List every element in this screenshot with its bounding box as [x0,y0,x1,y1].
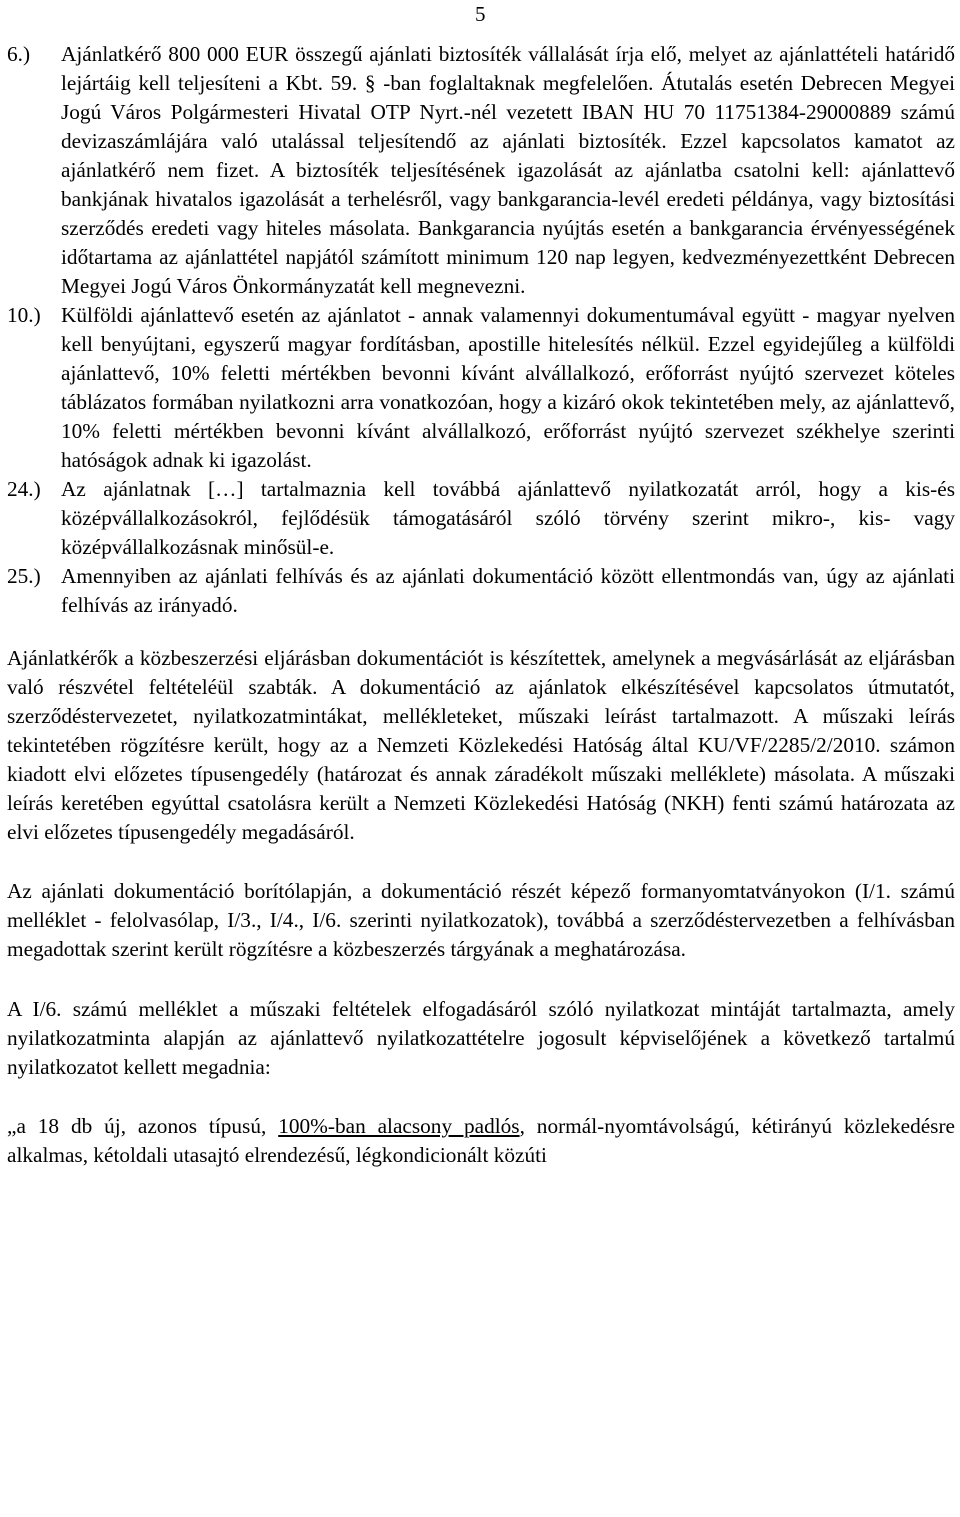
item-text: Külföldi ajánlattevő esetén az ajánlatot - annak valamennyi dokumentumával együtt - magyar nyelven kell benyújtani, egyszerű magyar fordításban, apostille hitelesítés nélkül. Ezzel egyidejűleg a külföldi ajánlattevő, 10% feletti mértékben bevonni kívánt alvállalkozó, erőforrást nyújtó szervezet köteles táblázatos formában nyilatkozni arra vonatkozóan, hogy a kizáró okok tekintetében mely, az ajánlattevő, 10% feletti mértékben bevonni kívánt alvállalkozó, erőforrást nyújtó szervezet székhelye szerinti hatóságok adnak ki igazolást. [61,303,955,472]
quote-paragraph [7,1112,955,1170]
quote-text-before: „a 18 db új, azonos típusú, [7,1114,279,1138]
item-text: Az ajánlatnak […] tartalmaznia kell továbbá ajánlattevő nyilatkozatát arról, hogy a kis-és középvállalkozásokról, fejlődésük támogatásáról szóló törvény szerint mikro-, kis- vagy középvállalkozásnak minősül-e. [61,477,955,559]
quote-underlined-text: 100%-ban alacsony padlós [278,1114,520,1138]
item-number: 24.) [7,477,41,501]
paragraph-cover-page: Az ajánlati dokumentáció borítólapján, a dokumentáció részét képező formanyomtatványokon (I/1. számú melléklet - felolvasólap, I/3., I/4., I/6. szerinti nyilatkozatok), továbbá a szerződéstervezetben a felhívásban megadottak szerint került rögzítésre a közbeszerzés tárgyának a meghatározása. [7,879,955,961]
page-number: 5 [475,2,486,26]
list-item [7,475,955,562]
document-body [7,40,955,1170]
item-text: Ajánlatkérő 800 000 EUR összegű ajánlati biztosíték vállalását írja elő, melyet az ajánlattételi határidő lejártáig kell teljesíteni a Kbt. 59. § -ban foglaltaknak megfelelően. Átutalás esetén Debrecen Megyei Jogú Város Polgármesteri Hivatal OTP Nyrt.-nél vezetett IBAN HU 70 11751384-29000889 számú devizaszámlájára való utalással teljesítendő az ajánlati biztosíték. Ezzel kapcsolatos kamatot az ajánlatkérő nem fizet. A biztosíték teljesítésének igazolását az ajánlatba csatolni kell: ajánlattevő bankjának hivatalos igazolását a terhelésről, vagy bankgarancia-levél eredeti példánya, vagy biztosítási szerződés eredeti vagy hiteles másolata. Bankgarancia nyújtás esetén a bankgarancia érvényességének időtartama az ajánlattétel napjától számított minimum 120 nap legyen, kedvezményezettként Debrecen Megyei Jogú Város Önkormányzatát kell megnevezni. [61,42,955,298]
quote-text-after: , normál-nyomtávolságú, kétirányú közlekedésre alkalmas, kétoldali utasajtó elrendezésű, légkondicionált közúti [7,1114,955,1167]
paragraph-annex-i6: A I/6. számú melléklet a műszaki feltételek elfogadásáról szóló nyilatkozat mintáját tartalmazta, amely nyilatkozatminta alapján az ajánlattevő nyilatkozattételre jogosult képviselőjének a következő tartalmú nyilatkozatot kellett megadnia: [7,997,955,1079]
paragraph-documentation: Ajánlatkérők a közbeszerzési eljárásban dokumentációt is készítettek, amelynek a megvásárlását az eljárásban való részvétel feltételéül szabták. A dokumentáció az ajánlatok elkészítésével kapcsolatos útmutatót, szerződéstervezetet, nyilatkozatmintákat, mellékleteket, műszaki leírást tartalmazott. A műszaki leírás tekintetében rögzítésre került, hogy az a Nemzeti Közlekedési Hatóság által KU/VF/2285/2/2010. számon kiadott elvi előzetes típusengedély (határozat és annak záradékolt műszaki melléklete) másolata. A műszaki leírás keretében egyúttal csatolásra került a Nemzeti Közlekedési Hatóság (NKH) fenti számú határozata az elvi előzetes típusengedély megadásáról. [7,646,955,844]
list-item [7,562,955,620]
item-number: 25.) [7,564,41,588]
list-item [7,40,955,301]
list-item [7,301,955,475]
item-number: 10.) [7,303,41,327]
item-number: 6.) [7,42,31,66]
item-text: Amennyiben az ajánlati felhívás és az ajánlati dokumentáció között ellentmondás van, úgy az ajánlati felhívás az irányadó. [61,564,955,617]
